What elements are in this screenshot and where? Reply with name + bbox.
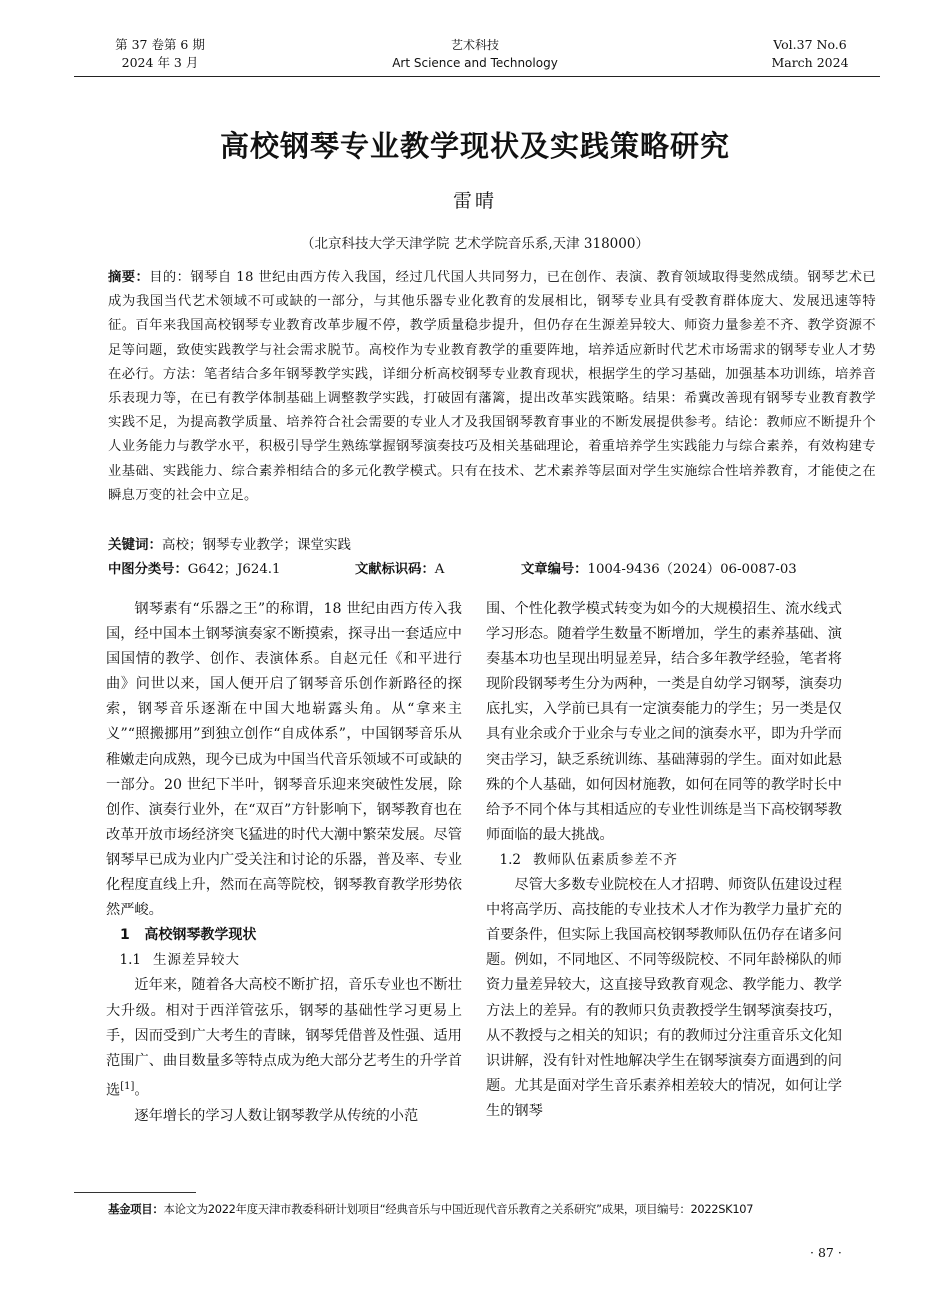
subsection-heading	[106, 948, 462, 973]
keywords	[108, 533, 351, 553]
journal-issue	[105, 36, 215, 72]
clc-label: 中图分类号：	[108, 562, 188, 577]
document-code	[355, 558, 444, 577]
article-number-value: 1004-9436（2024）06-0087-03	[587, 562, 797, 577]
section-title: 高校钢琴教学现状	[144, 927, 257, 944]
subsection-title: 教师队伍素质参差不齐	[532, 851, 678, 868]
footnote-divider	[74, 1192, 196, 1193]
abstract-text: 目的：钢琴自 18 世纪由西方传入我国，经过几代国人共同努力，已在创作、表演、教育领域取得斐然成绩。钢琴艺术已成为我国当代艺术领域不可或缺的一部分，与其他乐器专业化教育的发展相比，钢琴专业具有受教育群体庞大、发展迅速等特征。百年来我国高校钢琴专业教育改革步履不停，教学质量稳步提升，但仍存在生源差异较大、师资力量参差不齐、教学资源不足等问题，致使实践教学与社会需求脱节。高校作为专业教育教学的重要阵地，培养适应新时代艺术市场需求的钢琴专业人才势在必行。方法：笔者结合多年钢琴教学实践，详细分析高校钢琴专业教育现状，根据学生的学习基础，加强基本功训练，培养音乐表现力等，在已有教学体制基础上调整教学实践，打破固有藩篱，提出改革实践策略。结果：希冀改善现有钢琴专业教育教学实践不足，为提高教学质量、培养符合社会需要的专业人才及我国钢琴教育事业的不断发展提供参考。结论：教师应不断提升个人业务能力与教学水平，积极引导学生熟练掌握钢琴演奏技巧及相关基础理论，着重培养学生实践能力与综合素养，有效构建专业基础、实践能力、综合素养相结合的多元化教学模式。只有在技术、艺术素养等层面对学生实施综合性培养教育，才能使之在瞬息万变的社会中立足。	[108, 270, 876, 503]
subsection-title: 生源差异较大	[152, 952, 240, 969]
article-number-label: 文章编号：	[521, 562, 588, 577]
paper-title: 高校钢琴专业教学现状及实践策略研究	[219, 129, 730, 163]
subsection-heading	[486, 848, 842, 873]
citation-ref: [1]	[120, 1080, 135, 1092]
author-affiliation: （北京科技大学天津学院 艺术学院音乐系,天津 318000）	[301, 236, 649, 252]
page-number: · 87 ·	[810, 1245, 842, 1260]
article-number	[521, 558, 797, 577]
issue-volume: 第 37 卷第 6 期	[115, 37, 205, 52]
issue-date: 2024 年 3 月	[121, 55, 199, 70]
paragraph	[106, 973, 462, 1103]
doc-code-label: 文献标识码：	[355, 562, 435, 577]
header-divider	[74, 76, 880, 77]
keywords-label: 关键词：	[108, 537, 162, 553]
section-number: 1	[120, 927, 130, 944]
keywords-text: 高校；钢琴专业教学；课堂实践	[162, 537, 351, 553]
subsection-number: 1.1	[119, 952, 141, 969]
paragraph-end: 。	[134, 1082, 149, 1099]
abstract	[108, 266, 876, 508]
paragraph: 逐年增长的学习人数让钢琴教学从传统的小范	[134, 1107, 419, 1124]
paragraph: 尽管大多数专业院校在人才招聘、师资队伍建设过程中将高学历、高技能的专业技术人才作为教学力量扩充的首要条件，但实际上我国高校钢琴教师队伍仍存在诸多问题。例如，不同地区、不同等级院校、不同年龄梯队的师资力量差异较大，这直接导致教育观念、教学能力、教学方法上的差异。有的教师只负责教授学生钢琴演奏技巧，从不教授与之相关的知识；有的教师过分注重音乐文化知识讲解，没有针对性地解决学生在钢琴演奏方面遇到的问题。尤其是面对学生音乐素养相差较大的情况，如何让学生的钢琴	[486, 877, 842, 1119]
footnote-label: 基金项目：	[108, 1202, 164, 1216]
journal-name-en: Art Science and Technology	[392, 56, 558, 70]
right-column	[486, 597, 842, 1124]
doc-code-value: A	[434, 562, 445, 577]
clc-value: G642；J624.1	[187, 562, 281, 577]
footnote-text: 本论文为2022年度天津市教委科研计划项目“经典音乐与中国近现代音乐教育之关系研究”成果，项目编号：2022SK107	[163, 1202, 754, 1216]
clc-number	[108, 558, 280, 577]
left-column	[106, 597, 462, 1129]
footnote	[108, 1201, 880, 1217]
journal-name-cn: 艺术科技	[450, 38, 499, 52]
journal-issue-en	[760, 36, 860, 72]
section-heading	[106, 923, 462, 948]
issue-date-en: March 2024	[771, 55, 849, 70]
subsection-number: 1.2	[499, 851, 521, 868]
author-name: 雷晴	[452, 190, 497, 212]
journal-name	[370, 36, 580, 72]
issue-volume-en: Vol.37 No.6	[773, 37, 847, 52]
paragraph: 围、个性化教学模式转变为如今的大规模招生、流水线式学习形态。随着学生数量不断增加，学生的素养基础、演奏基本功也呈现出明显差异，结合多年教学经验，笔者将现阶段钢琴考生分为两种，一类是自幼学习钢琴，演奏功底扎实，入学前已具有一定演奏能力的学生；另一类是仅具有业余或介于业余与专业之间的演奏水平，即为升学而突击学习，缺乏系统训练、基础薄弱的学生。面对如此悬殊的个人基础，如何因材施教，如何在同等的教学时长中给予不同个体与其相适应的专业性训练是当下高校钢琴教师面临的最大挑战。	[486, 601, 842, 843]
paragraph: 钢琴素有“乐器之王”的称谓，18 世纪由西方传入我国，经中国本土钢琴演奏家不断摸索，探寻出一套适应中国国情的教学、创作、表演体系。自赵元任《和平进行曲》问世以来，国人便开启了钢琴音乐创作新路径的探索，钢琴音乐逐渐在中国大地崭露头角。从“拿来主义”“照搬挪用”到独立创作“自成体系”，中国钢琴音乐从稚嫩走向成熟，现今已成为中国当代音乐领域不可或缺的一部分。20 世纪下半叶，钢琴音乐迎来突破性发展，除创作、演奏行业外，在“双百”方针影响下，钢琴教育也在改革开放市场经济突飞猛进的时代大潮中繁荣发展。尽管钢琴早已成为业内广受关注和讨论的乐器，普及率、专业化程度直线上升，然而在高等院校，钢琴教育教学形势依然严峻。	[106, 601, 462, 919]
paragraph-text: 近年来，随着各大高校不断扩招，音乐专业也不断壮大升级。相对于西洋管弦乐，钢琴的基础性学习更易上手，因而受到广大考生的青睐，钢琴凭借普及性强、适用范围广、曲目数量多等特点成为绝大部分艺考生的升学首选	[106, 977, 462, 1099]
abstract-label: 摘要：	[108, 270, 150, 285]
